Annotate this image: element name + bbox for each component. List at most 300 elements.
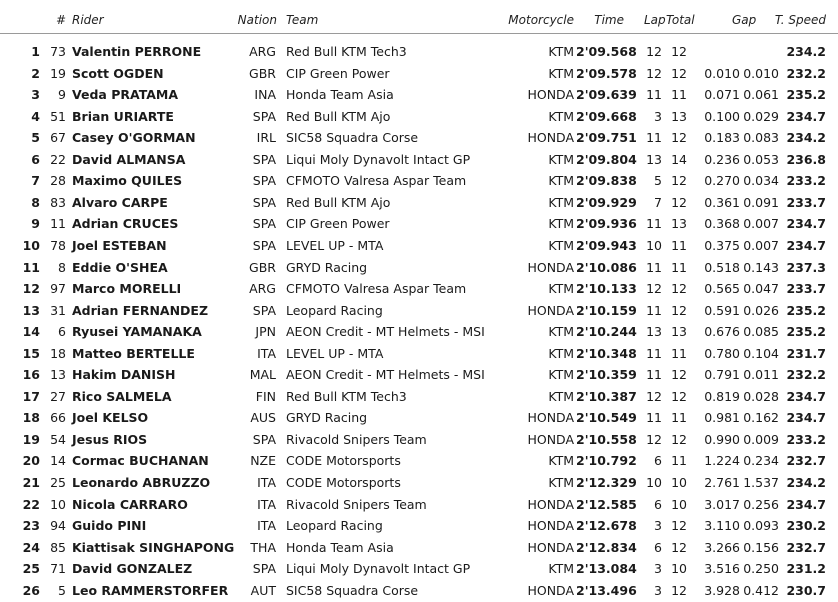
top-speed-cell: 232.7 xyxy=(786,453,826,469)
lap-cell: 12 xyxy=(646,431,662,447)
motorcycle-cell: KTM xyxy=(548,173,574,189)
header-nation: Nation xyxy=(237,13,277,27)
rider-number-cell: 28 xyxy=(50,173,66,189)
rider-name-cell: Eddie O'SHEA xyxy=(72,259,168,275)
rider-number-cell: 73 xyxy=(50,44,66,59)
lap-cell: 13 xyxy=(646,151,662,167)
table-header xyxy=(0,9,838,34)
lap-cell: 3 xyxy=(654,518,662,534)
motorcycle-cell: KTM xyxy=(548,453,574,469)
table-row xyxy=(0,235,838,257)
total-laps-cell: 12 xyxy=(671,388,687,404)
team-cell: Honda Team Asia xyxy=(286,539,394,555)
nation-cell: AUT xyxy=(250,582,276,598)
lap-cell: 12 xyxy=(646,281,662,297)
rider-name-cell: Leonardo ABRUZZO xyxy=(72,475,211,490)
table-row xyxy=(0,343,838,365)
gap-first-cell: 0.791 xyxy=(704,367,740,383)
table-row xyxy=(0,127,838,149)
position-cell: 14 xyxy=(22,324,40,340)
lap-cell: 5 xyxy=(654,173,662,189)
lap-cell: 11 xyxy=(646,410,662,426)
lap-cell: 12 xyxy=(646,44,662,59)
motorcycle-cell: KTM xyxy=(548,216,574,232)
rider-name-cell: David ALMANSA xyxy=(72,151,186,167)
gap-first-cell: 2.761 xyxy=(704,475,740,490)
team-cell: SIC58 Squadra Corse xyxy=(286,130,419,146)
motorcycle-cell: HONDA xyxy=(527,582,574,598)
position-cell: 2 xyxy=(31,65,40,81)
lap-cell: 11 xyxy=(646,302,662,318)
rider-name-cell: Kiattisak SINGHAPONG xyxy=(72,539,235,555)
total-laps-cell: 12 xyxy=(671,281,687,297)
table-row xyxy=(0,300,838,322)
team-cell: Red Bull KTM Tech3 xyxy=(286,388,407,404)
top-speed-cell: 234.7 xyxy=(786,237,826,253)
lap-time-cell: 2'10.086 xyxy=(576,259,637,275)
total-laps-cell: 13 xyxy=(671,324,687,340)
lap-cell: 12 xyxy=(646,65,662,81)
gap-previous-cell: 0.234 xyxy=(743,453,779,469)
gap-first-cell: 1.224 xyxy=(704,453,740,469)
position-cell: 15 xyxy=(22,345,40,361)
table-row xyxy=(0,257,838,279)
total-laps-cell: 12 xyxy=(671,431,687,447)
team-cell: GRYD Racing xyxy=(286,410,368,426)
rider-number-cell: 31 xyxy=(50,302,66,318)
lap-cell: 11 xyxy=(646,87,662,103)
header-team: Team xyxy=(286,13,319,27)
rider-name-cell: Rico SALMELA xyxy=(72,388,172,404)
lap-cell: 10 xyxy=(646,237,662,253)
motorcycle-cell: HONDA xyxy=(527,431,574,447)
team-cell: Honda Team Asia xyxy=(286,87,394,103)
motorcycle-cell: HONDA xyxy=(527,130,574,146)
rider-number-cell: 19 xyxy=(50,65,66,81)
lap-time-cell: 2'12.834 xyxy=(576,539,637,555)
total-laps-cell: 12 xyxy=(671,44,687,59)
top-speed-cell: 233.7 xyxy=(786,281,826,297)
table-row xyxy=(0,149,838,171)
position-cell: 8 xyxy=(31,194,40,210)
rider-number-cell: 71 xyxy=(50,561,66,577)
rider-name-cell: Nicola CARRARO xyxy=(72,496,188,512)
total-laps-cell: 12 xyxy=(671,194,687,210)
motorcycle-cell: KTM xyxy=(548,345,574,361)
top-speed-cell: 234.7 xyxy=(786,388,826,404)
lap-time-cell: 2'10.159 xyxy=(576,302,637,318)
table-row xyxy=(0,580,838,602)
position-cell: 25 xyxy=(22,561,40,577)
top-speed-cell: 231.2 xyxy=(786,561,826,577)
position-cell: 13 xyxy=(22,302,40,318)
position-cell: 1 xyxy=(31,44,40,59)
rider-name-cell: Alvaro CARPE xyxy=(72,194,168,210)
gap-first-cell: 0.819 xyxy=(704,388,740,404)
lap-cell: 13 xyxy=(646,324,662,340)
table-row xyxy=(0,63,838,85)
gap-previous-cell: 0.009 xyxy=(743,431,779,447)
top-speed-cell: 235.2 xyxy=(786,302,826,318)
nation-cell: SPA xyxy=(252,302,276,318)
gap-first-cell: 0.375 xyxy=(704,237,740,253)
motorcycle-cell: KTM xyxy=(548,367,574,383)
nation-cell: ITA xyxy=(257,496,276,512)
position-cell: 22 xyxy=(22,496,40,512)
position-cell: 19 xyxy=(22,431,40,447)
top-speed-cell: 233.7 xyxy=(786,194,826,210)
rider-name-cell: Jesus RIOS xyxy=(72,431,148,447)
rider-name-cell: Ryusei YAMANAKA xyxy=(72,324,202,340)
position-cell: 11 xyxy=(22,259,40,275)
motorcycle-cell: KTM xyxy=(548,475,574,490)
gap-previous-cell: 0.162 xyxy=(743,410,779,426)
nation-cell: ITA xyxy=(257,345,276,361)
lap-time-cell: 2'13.496 xyxy=(576,582,637,598)
position-cell: 5 xyxy=(31,130,40,146)
nation-cell: SPA xyxy=(252,194,276,210)
top-speed-cell: 234.2 xyxy=(786,130,826,146)
rider-name-cell: Valentin PERRONE xyxy=(72,44,202,59)
nation-cell: ARG xyxy=(249,44,276,59)
header-top-speed: T. Speed xyxy=(774,13,826,27)
table-row xyxy=(0,450,838,472)
lap-time-cell: 2'09.943 xyxy=(576,237,637,253)
total-laps-cell: 11 xyxy=(671,259,687,275)
lap-cell: 3 xyxy=(654,561,662,577)
header-time: Time xyxy=(594,13,624,27)
lap-cell: 11 xyxy=(646,345,662,361)
top-speed-cell: 234.7 xyxy=(786,410,826,426)
rider-number-cell: 9 xyxy=(58,87,66,103)
rider-name-cell: Scott OGDEN xyxy=(72,65,164,81)
team-cell: Rivacold Snipers Team xyxy=(286,431,427,447)
rider-name-cell: Adrian FERNANDEZ xyxy=(72,302,209,318)
gap-first-cell: 0.071 xyxy=(704,87,740,103)
motorcycle-cell: KTM xyxy=(548,108,574,124)
top-speed-cell: 230.7 xyxy=(786,582,826,598)
team-cell: CFMOTO Valresa Aspar Team xyxy=(286,173,467,189)
rider-name-cell: Guido PINI xyxy=(72,518,147,534)
rider-name-cell: Joel ESTEBAN xyxy=(72,237,167,253)
nation-cell: ARG xyxy=(249,281,276,297)
table-row xyxy=(0,537,838,559)
gap-previous-cell: 0.053 xyxy=(743,151,779,167)
nation-cell: SPA xyxy=(252,108,276,124)
gap-first-cell: 0.361 xyxy=(704,194,740,210)
lap-time-cell: 2'10.244 xyxy=(576,324,637,340)
rider-name-cell: Brian URIARTE xyxy=(72,108,174,124)
rider-number-cell: 27 xyxy=(50,388,66,404)
position-cell: 23 xyxy=(22,518,40,534)
nation-cell: MAL xyxy=(249,367,276,383)
rider-number-cell: 97 xyxy=(50,281,66,297)
team-cell: CODE Motorsports xyxy=(286,453,401,469)
nation-cell: ITA xyxy=(257,475,276,490)
gap-previous-cell: 0.034 xyxy=(743,173,779,189)
table-row xyxy=(0,429,838,451)
lap-cell: 11 xyxy=(646,216,662,232)
gap-previous-cell: 0.083 xyxy=(743,130,779,146)
team-cell: Liqui Moly Dynavolt Intact GP xyxy=(286,151,471,167)
header-motorcycle: Motorcycle xyxy=(508,13,574,27)
header-number: # xyxy=(55,13,66,27)
total-laps-cell: 12 xyxy=(671,518,687,534)
gap-previous-cell: 0.091 xyxy=(743,194,779,210)
gap-previous-cell: 0.143 xyxy=(743,259,779,275)
rider-name-cell: Maximo QUILES xyxy=(72,173,183,189)
total-laps-cell: 14 xyxy=(671,151,687,167)
team-cell: SIC58 Squadra Corse xyxy=(286,582,419,598)
total-laps-cell: 11 xyxy=(671,237,687,253)
nation-cell: NZE xyxy=(250,453,276,469)
gap-previous-cell: 0.085 xyxy=(743,324,779,340)
top-speed-cell: 232.2 xyxy=(786,367,826,383)
motorcycle-cell: HONDA xyxy=(527,302,574,318)
rider-number-cell: 51 xyxy=(50,108,66,124)
top-speed-cell: 234.7 xyxy=(786,496,826,512)
total-laps-cell: 12 xyxy=(671,65,687,81)
gap-first-cell: 0.368 xyxy=(704,216,740,232)
header-rider: Rider xyxy=(72,13,104,27)
header-gap: Gap xyxy=(732,13,757,27)
gap-previous-cell: 0.047 xyxy=(743,281,779,297)
lap-time-cell: 2'09.668 xyxy=(576,108,637,124)
top-speed-cell: 231.7 xyxy=(786,345,826,361)
rider-name-cell: Veda PRATAMA xyxy=(72,87,179,103)
rider-name-cell: Adrian CRUCES xyxy=(72,216,179,232)
team-cell: CFMOTO Valresa Aspar Team xyxy=(286,281,467,297)
total-laps-cell: 13 xyxy=(671,216,687,232)
table-row xyxy=(0,170,838,192)
gap-previous-cell: 0.010 xyxy=(743,65,779,81)
gap-previous-cell: 0.028 xyxy=(743,388,779,404)
top-speed-cell: 233.2 xyxy=(786,431,826,447)
motorcycle-cell: HONDA xyxy=(527,539,574,555)
rider-number-cell: 13 xyxy=(50,367,66,383)
gap-previous-cell: 0.104 xyxy=(743,345,779,361)
gap-previous-cell: 0.061 xyxy=(743,87,779,103)
total-laps-cell: 10 xyxy=(671,496,687,512)
position-cell: 12 xyxy=(22,281,40,297)
team-cell: CIP Green Power xyxy=(286,216,390,232)
gap-first-cell: 0.981 xyxy=(704,410,740,426)
total-laps-cell: 12 xyxy=(671,539,687,555)
gap-previous-cell: 0.093 xyxy=(743,518,779,534)
gap-previous-cell: 0.029 xyxy=(743,108,779,124)
motorcycle-cell: KTM xyxy=(548,561,574,577)
position-cell: 26 xyxy=(22,582,40,598)
gap-first-cell: 3.516 xyxy=(704,561,740,577)
lap-time-cell: 2'09.804 xyxy=(576,151,637,167)
lap-cell: 12 xyxy=(646,388,662,404)
position-cell: 10 xyxy=(22,237,40,253)
top-speed-cell: 235.2 xyxy=(786,324,826,340)
gap-previous-cell: 0.156 xyxy=(743,539,779,555)
gap-previous-cell: 0.007 xyxy=(743,237,779,253)
team-cell: Rivacold Snipers Team xyxy=(286,496,427,512)
rider-name-cell: Leo RAMMERSTORFER xyxy=(72,582,229,598)
header-total: Total xyxy=(666,13,695,27)
lap-time-cell: 2'12.585 xyxy=(576,496,637,512)
nation-cell: GBR xyxy=(249,65,276,81)
rider-number-cell: 8 xyxy=(58,259,66,275)
gap-first-cell: 0.990 xyxy=(704,431,740,447)
lap-cell: 11 xyxy=(646,130,662,146)
rider-number-cell: 10 xyxy=(50,496,66,512)
team-cell: CIP Green Power xyxy=(286,65,390,81)
gap-first-cell: 3.017 xyxy=(704,496,740,512)
rider-name-cell: Cormac BUCHANAN xyxy=(72,453,209,469)
lap-time-cell: 2'12.678 xyxy=(576,518,637,534)
table-row xyxy=(0,364,838,386)
motorcycle-cell: KTM xyxy=(548,151,574,167)
lap-time-cell: 2'10.348 xyxy=(576,345,637,361)
rider-number-cell: 6 xyxy=(58,324,66,340)
gap-first-cell: 0.591 xyxy=(704,302,740,318)
lap-cell: 11 xyxy=(646,259,662,275)
rider-number-cell: 85 xyxy=(50,539,66,555)
motorcycle-cell: KTM xyxy=(548,65,574,81)
nation-cell: AUS xyxy=(250,410,276,426)
gap-previous-cell: 0.026 xyxy=(743,302,779,318)
rider-number-cell: 14 xyxy=(50,453,66,469)
total-laps-cell: 11 xyxy=(671,453,687,469)
position-cell: 4 xyxy=(31,108,40,124)
top-speed-cell: 236.8 xyxy=(786,151,826,167)
lap-cell: 3 xyxy=(654,582,662,598)
nation-cell: SPA xyxy=(252,151,276,167)
total-laps-cell: 12 xyxy=(671,130,687,146)
gap-first-cell: 0.100 xyxy=(704,108,740,124)
gap-previous-cell: 1.537 xyxy=(743,475,779,490)
header-lap: Lap xyxy=(644,13,666,27)
position-cell: 16 xyxy=(22,367,40,383)
total-laps-cell: 11 xyxy=(671,345,687,361)
rider-number-cell: 67 xyxy=(50,130,66,146)
table-row xyxy=(0,386,838,408)
top-speed-cell: 230.2 xyxy=(786,518,826,534)
table-row xyxy=(0,278,838,300)
nation-cell: SPA xyxy=(252,431,276,447)
table-row xyxy=(0,472,838,494)
position-cell: 21 xyxy=(22,475,40,490)
top-speed-cell: 233.2 xyxy=(786,173,826,189)
lap-time-cell: 2'09.936 xyxy=(576,216,637,232)
total-laps-cell: 12 xyxy=(671,367,687,383)
team-cell: LEVEL UP - MTA xyxy=(286,345,384,361)
lap-time-cell: 2'13.084 xyxy=(576,561,637,577)
top-speed-cell: 234.7 xyxy=(786,216,826,232)
rider-number-cell: 11 xyxy=(50,216,66,232)
gap-first-cell: 0.270 xyxy=(704,173,740,189)
gap-previous-cell: 0.011 xyxy=(743,367,779,383)
gap-first-cell: 0.676 xyxy=(704,324,740,340)
gap-first-cell: 0.183 xyxy=(704,130,740,146)
lap-time-cell: 2'09.838 xyxy=(576,173,637,189)
total-laps-cell: 12 xyxy=(671,582,687,598)
nation-cell: FIN xyxy=(255,388,276,404)
rider-name-cell: Casey O'GORMAN xyxy=(72,130,196,146)
table-row xyxy=(0,558,838,580)
table-row xyxy=(0,192,838,214)
team-cell: Leopard Racing xyxy=(286,302,383,318)
position-cell: 9 xyxy=(31,216,40,232)
table-row xyxy=(0,41,838,63)
position-cell: 18 xyxy=(22,410,40,426)
gap-first-cell: 3.266 xyxy=(704,539,740,555)
rider-number-cell: 78 xyxy=(50,237,66,253)
total-laps-cell: 12 xyxy=(671,173,687,189)
motorcycle-cell: KTM xyxy=(548,237,574,253)
position-cell: 6 xyxy=(31,151,40,167)
total-laps-cell: 10 xyxy=(671,475,687,490)
nation-cell: SPA xyxy=(252,173,276,189)
position-cell: 20 xyxy=(22,453,40,469)
lap-time-cell: 2'09.568 xyxy=(576,44,637,59)
total-laps-cell: 10 xyxy=(671,561,687,577)
gap-first-cell: 3.928 xyxy=(704,582,740,598)
rider-name-cell: Marco MORELLI xyxy=(72,281,182,297)
lap-cell: 10 xyxy=(646,475,662,490)
gap-previous-cell: 0.007 xyxy=(743,216,779,232)
total-laps-cell: 11 xyxy=(671,87,687,103)
motorcycle-cell: HONDA xyxy=(527,87,574,103)
top-speed-cell: 234.7 xyxy=(786,108,826,124)
nation-cell: GBR xyxy=(249,259,276,275)
rider-name-cell: Hakim DANISH xyxy=(72,367,176,383)
team-cell: CODE Motorsports xyxy=(286,475,401,490)
lap-time-cell: 2'10.792 xyxy=(576,453,637,469)
gap-first-cell: 0.565 xyxy=(704,281,740,297)
rider-number-cell: 54 xyxy=(50,431,66,447)
nation-cell: INA xyxy=(254,87,276,103)
position-cell: 24 xyxy=(22,539,40,555)
team-cell: Red Bull KTM Ajo xyxy=(286,108,391,124)
nation-cell: THA xyxy=(250,539,276,555)
table-row xyxy=(0,515,838,537)
rider-number-cell: 18 xyxy=(50,345,66,361)
gap-previous-cell: 0.412 xyxy=(743,582,779,598)
motorcycle-cell: KTM xyxy=(548,194,574,210)
motorcycle-cell: HONDA xyxy=(527,518,574,534)
lap-time-cell: 2'10.558 xyxy=(576,431,637,447)
position-cell: 3 xyxy=(31,87,40,103)
lap-time-cell: 2'10.359 xyxy=(576,367,637,383)
top-speed-cell: 234.2 xyxy=(786,475,826,490)
motorcycle-cell: HONDA xyxy=(527,496,574,512)
top-speed-cell: 232.2 xyxy=(786,65,826,81)
gap-first-cell: 3.110 xyxy=(704,518,740,534)
lap-time-cell: 2'09.639 xyxy=(576,87,637,103)
lap-cell: 3 xyxy=(654,108,662,124)
gap-first-cell: 0.780 xyxy=(704,345,740,361)
top-speed-cell: 234.2 xyxy=(786,44,826,59)
team-cell: Red Bull KTM Ajo xyxy=(286,194,391,210)
top-speed-cell: 235.2 xyxy=(786,87,826,103)
lap-time-cell: 2'10.133 xyxy=(576,281,637,297)
lap-time-cell: 2'12.329 xyxy=(576,475,637,490)
table-row xyxy=(0,106,838,128)
top-speed-cell: 237.3 xyxy=(786,259,826,275)
gap-first-cell: 0.518 xyxy=(704,259,740,275)
nation-cell: JPN xyxy=(255,324,276,340)
nation-cell: ITA xyxy=(257,518,276,534)
table-row xyxy=(0,494,838,516)
nation-cell: SPA xyxy=(252,216,276,232)
nation-cell: SPA xyxy=(252,561,276,577)
position-cell: 17 xyxy=(22,388,40,404)
